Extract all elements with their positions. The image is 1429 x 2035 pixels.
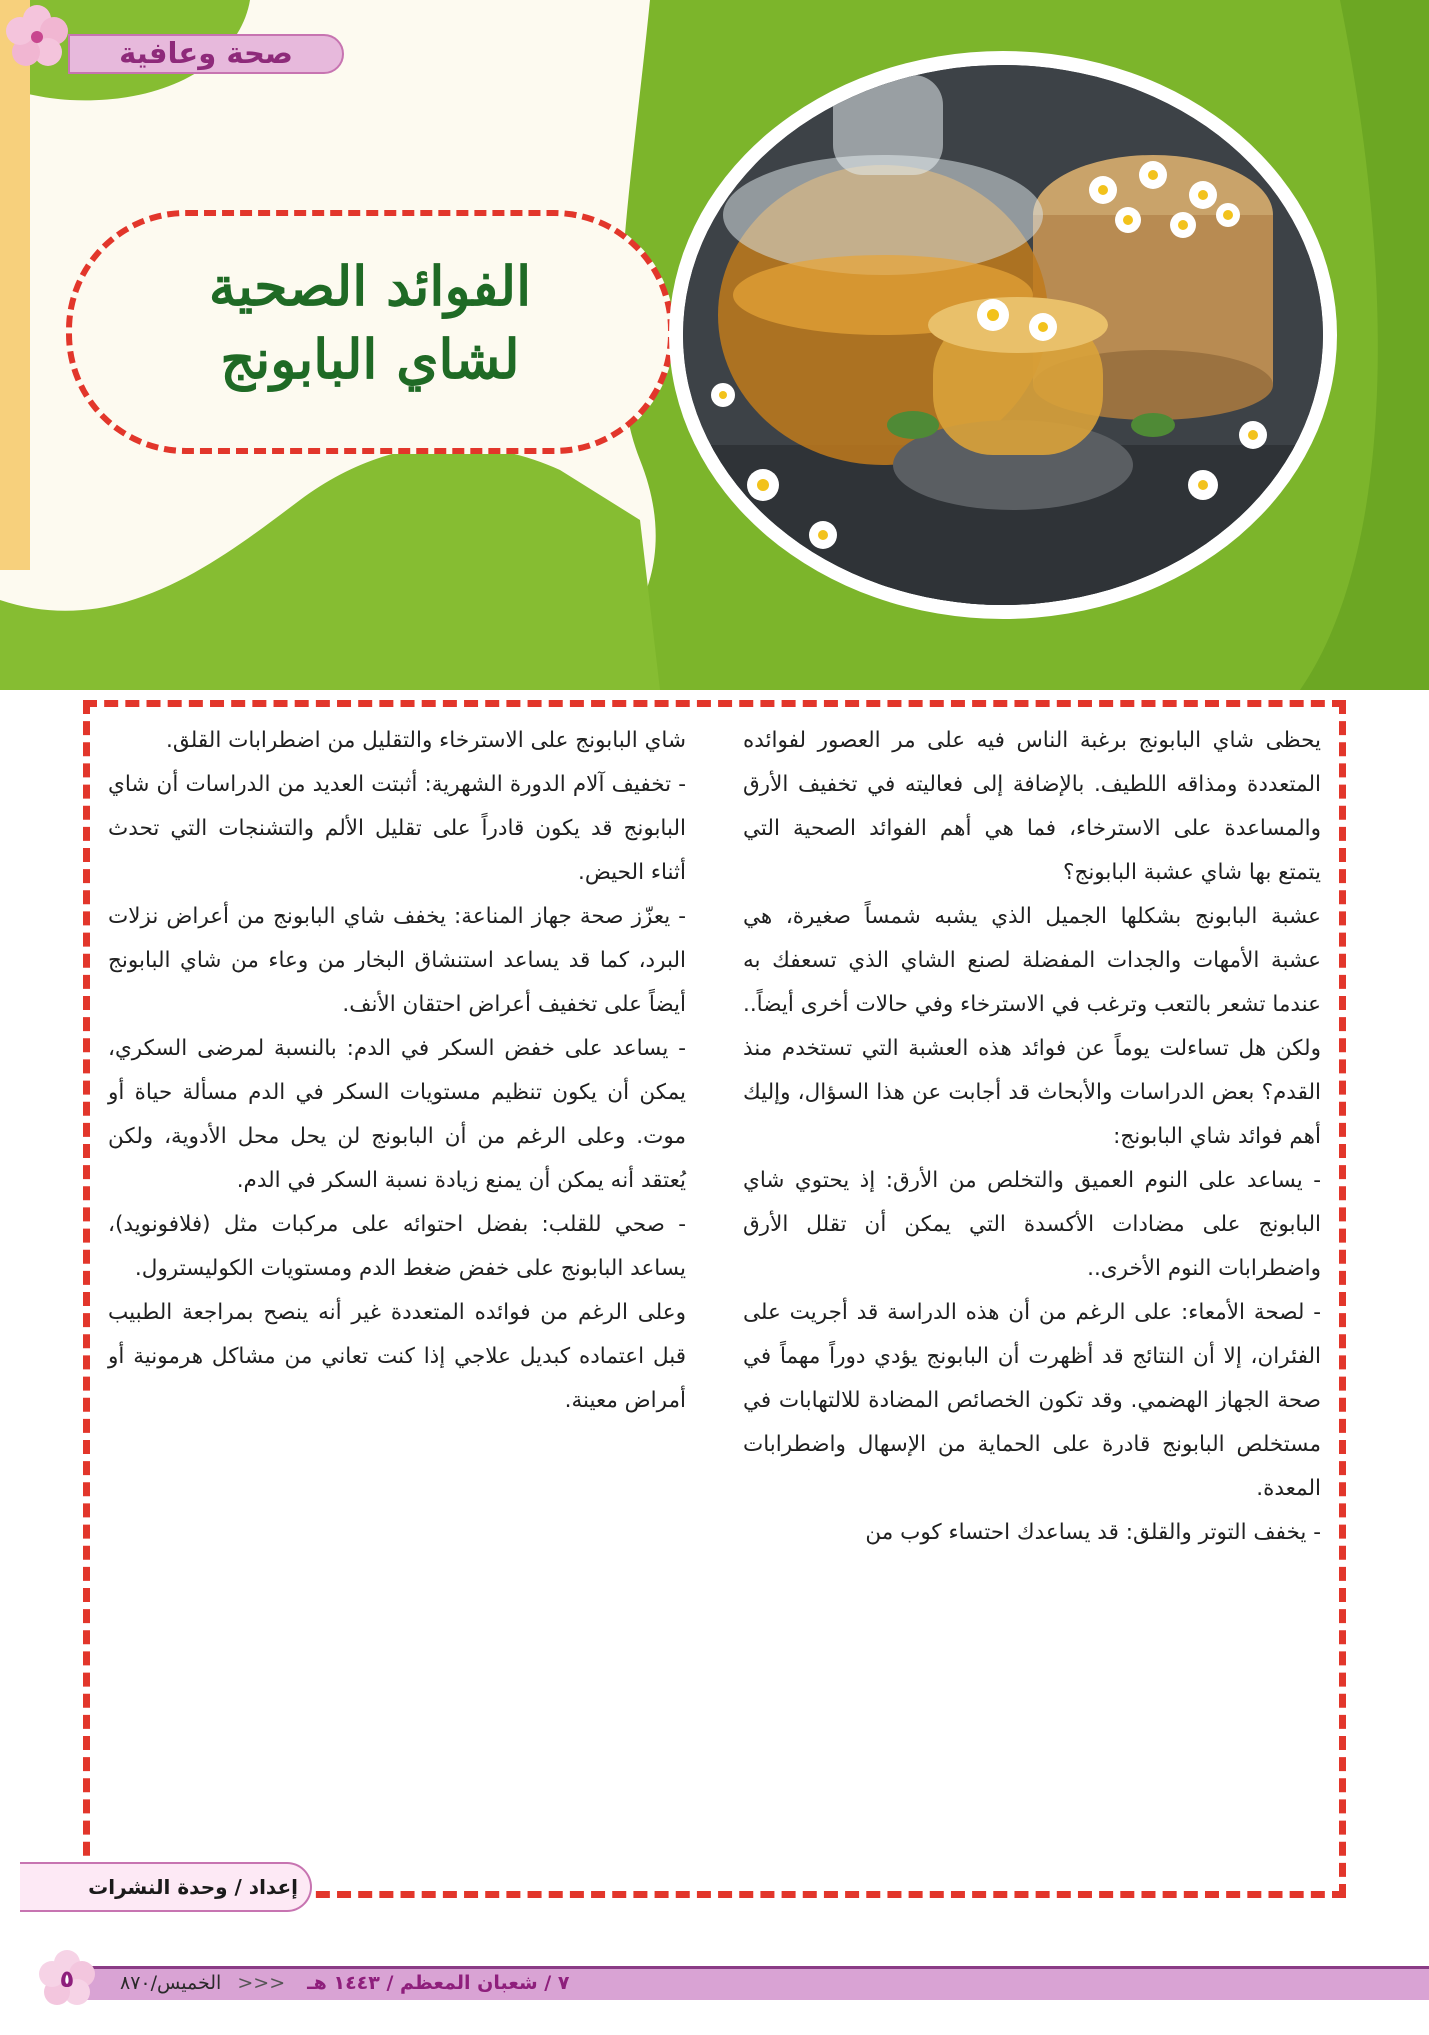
page-number: ٥: [59, 1965, 75, 1993]
issue-date: ٧ / شعبان المعظم / ١٤٤٣ هـ: [307, 1972, 570, 1994]
issue-number: الخميس/٨٧٠: [120, 1972, 222, 1994]
flower-icon: [0, 0, 74, 74]
footer-info: [120, 1966, 569, 2000]
paragraph: - صحي للقلب: بفضل احتوائه على مركبات مثل (فلافونويد)، يساعد البابونج على خفض ضغط الدم ومستويات الكوليسترول.: [108, 1212, 686, 1281]
side-strip: [0, 0, 30, 570]
page-number-badge: [34, 1946, 100, 2012]
page-subtitle: لشاي البابونج: [220, 326, 520, 391]
article-frame: [83, 700, 1346, 1898]
chamomile-tea-photo: [683, 65, 1323, 605]
paragraph: - لصحة الأمعاء: على الرغم من أن هذه الدراسة قد أجريت على الفئران، إلا أن النتائج قد أظهرت أن البابونج يؤدي دوراً مهماً في صحة الجهاز الهضمي. وقد تكون الخصائص المضادة للالتهابات في مستخلص البابونج قادرة على الحماية من الإسهال واضطرابات المعدة.: [743, 1300, 1321, 1501]
paragraph: وعلى الرغم من فوائده المتعددة غير أنه ينصح بمراجعة الطبيب قبل اعتماده كبديل علاجي إذا كنت تعاني من مشاكل هرمونية أو أمراض معينة.: [108, 1300, 686, 1413]
section-tag: صحة وعافية: [68, 34, 344, 74]
paragraph: - يساعد على النوم العميق والتخلص من الأرق: إذ يحتوي شاي البابونج على مضادات الأكسدة التي يمكن أن تقلل الأرق واضطرابات النوم الأخرى..: [743, 1168, 1321, 1281]
hero-banner: [0, 0, 1429, 690]
paragraph: عشبة البابونج بشكلها الجميل الذي يشبه شمساً صغيرة، هي عشبة الأمهات والجدات المفضلة لصنع الشاي الذي تسعفك به عندما تشعر بالتعب وترغب في الاسترخاء وفي حالات أخرى أيضاً.. ولكن هل تساءلت يوماً عن فوائد هذه العشبة التي تستخدم منذ القدم؟ بعض الدراسات والأبحاث قد أجابت عن هذا السؤال، وإليك أهم فوائد شاي البابونج:: [743, 904, 1321, 1149]
paragraph: شاي البابونج على الاسترخاء والتقليل من اضطرابات القلق.: [166, 728, 686, 753]
paragraph: - يساعد على خفض السكر في الدم: بالنسبة لمرضى السكري، يمكن أن يكون تنظيم مستويات السكر في الدم مسألة حياة أو موت. وعلى الرغم من أن البابونج لن يحل محل الأدوية، ولكن يُعتقد أنه يمكن أن يمنع زيادة نسبة السكر في الدم.: [108, 1036, 686, 1193]
paragraph: - يعزّز صحة جهاز المناعة: يخفف شاي البابونج من أعراض نزلات البرد، كما قد يساعد استنشاق البخار من وعاء من شاي البابونج أيضاً على تخفيف أعراض احتقان الأنف.: [108, 904, 686, 1017]
tea-illustration: [683, 65, 1323, 605]
paragraph: - تخفيف آلام الدورة الشهرية: أثبتت العديد من الدراسات أن شاي البابونج قد يكون قادراً على تقليل الألم والتشنجات التي تحدث أثناء الحيض.: [108, 772, 686, 885]
article-column-left: [108, 719, 686, 1423]
author-credit: إعداد / وحدة النشرات: [20, 1862, 312, 1912]
paragraph: - يخفف التوتر والقلق: قد يساعدك احتساء كوب من: [865, 1520, 1321, 1545]
arrows-glyph: <<<: [237, 1972, 286, 1994]
page-title: الفوائد الصحية: [208, 254, 532, 318]
bottom-wave: [0, 446, 660, 690]
title-box: [66, 210, 674, 454]
paragraph: يحظى شاي البابونج برغبة الناس فيه على مر العصور لفوائده المتعددة ومذاقه اللطيف. بالإضافة إلى فعاليته في تخفيف الأرق والمساعدة على الاسترخاء، فما هي أهم الفوائد الصحية التي يتمتع بها شاي عشبة البابونج؟: [743, 728, 1321, 885]
article-column-right: [743, 719, 1321, 1555]
